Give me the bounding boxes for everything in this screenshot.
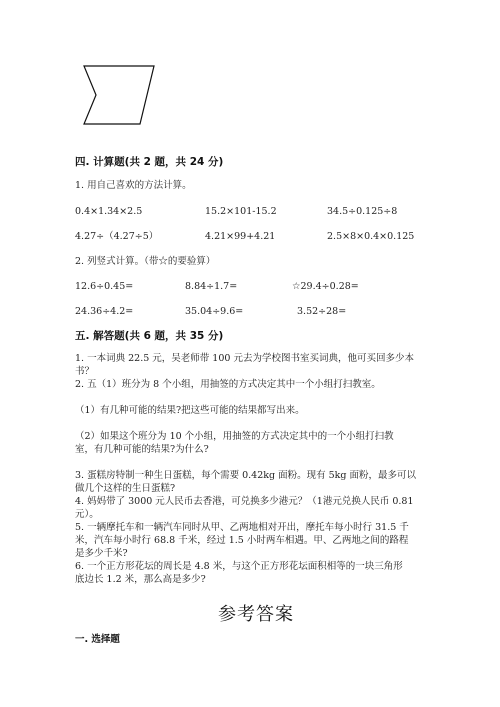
problem-line: 2. 五（1）班分为 8 个小组，用抽签的方式决定其中一个小组打扫教室。	[75, 379, 381, 390]
calc-item: 0.4×1.34×2.5	[75, 206, 143, 217]
problem-line: （2）如果这个班分为 10 个小组，用抽签的方式决定其中的一个小组打扫教	[75, 431, 394, 442]
problem-line: 室，有几种可能的结果?为什么?	[75, 444, 209, 455]
problem-line: 5. 一辆摩托车和一辆汽车同时从甲、乙两地相对开出，摩托车每小时行 31.5 千	[75, 522, 409, 533]
section5-title: 五. 解答题(共 6 题，共 35 分)	[75, 330, 224, 342]
section4-title: 四. 计算题(共 2 题，共 24 分)	[75, 156, 224, 168]
pentagon-shape-figure	[80, 62, 160, 128]
problem-line: （1）有几种可能的结果?把这些可能的结果都写出来。	[75, 405, 305, 416]
calc-item: 15.2×101-15.2	[205, 206, 277, 217]
problem-line: 3. 蛋糕房特制一种生日蛋糕，每个需要 0.42kg 面粉。现有 5kg 面粉，最多可以	[75, 470, 417, 481]
problem-line: 做几个这样的生日蛋糕?	[75, 483, 176, 494]
vertical-calc-item: 12.6÷0.45=	[75, 281, 134, 292]
vertical-calc-item: 24.36÷4.2=	[75, 306, 134, 317]
problem-line: 元）。	[75, 509, 99, 520]
vertical-calc-item: 35.04÷9.6=	[185, 306, 244, 317]
problem-line: 6. 一个正方形花坛的周长是 4.8 米，与这个正方形花坛面积相等的一块三角形	[75, 561, 403, 572]
problem-line: 4. 妈妈带了 3000 元人民币去香港，可兑换多少港元？（1港元兑换人民币 0.81	[75, 496, 414, 507]
problem-line: 是多少千米?	[75, 548, 128, 559]
q2-label: 2. 列竖式计算。（带☆的要验算）	[75, 256, 216, 267]
problem-line: 底边长 1.2 米，那么高是多少?	[75, 574, 206, 585]
problem-line: 书？	[75, 366, 95, 377]
problem-line: 米，汽车每小时行 68.8 千米，经过 1.5 小时两车相遇。甲、乙两地之间的路程	[75, 535, 409, 546]
calc-item: 2.5×8×0.4×0.125	[327, 231, 415, 242]
answer-section1-title: 一. 选择题	[75, 634, 120, 645]
calc-item: 4.27÷（4.27÷5）	[75, 231, 159, 242]
calc-item: 4.21×99+4.21	[205, 231, 276, 242]
q1-label: 1. 用自己喜欢的方法计算。	[75, 180, 192, 191]
vertical-calc-item: 8.84÷1.7=	[185, 281, 238, 292]
problem-line: 1. 一本词典 22.5 元，吴老师带 100 元去为学校图书室买词典，他可买回多少本	[75, 353, 414, 364]
vertical-calc-item: ☆29.4÷0.28=	[292, 281, 359, 292]
calc-item: 34.5÷0.125÷8	[327, 206, 398, 217]
answer-key-title: 参考答案	[218, 604, 294, 625]
vertical-calc-item: 3.52÷28=	[297, 306, 347, 317]
